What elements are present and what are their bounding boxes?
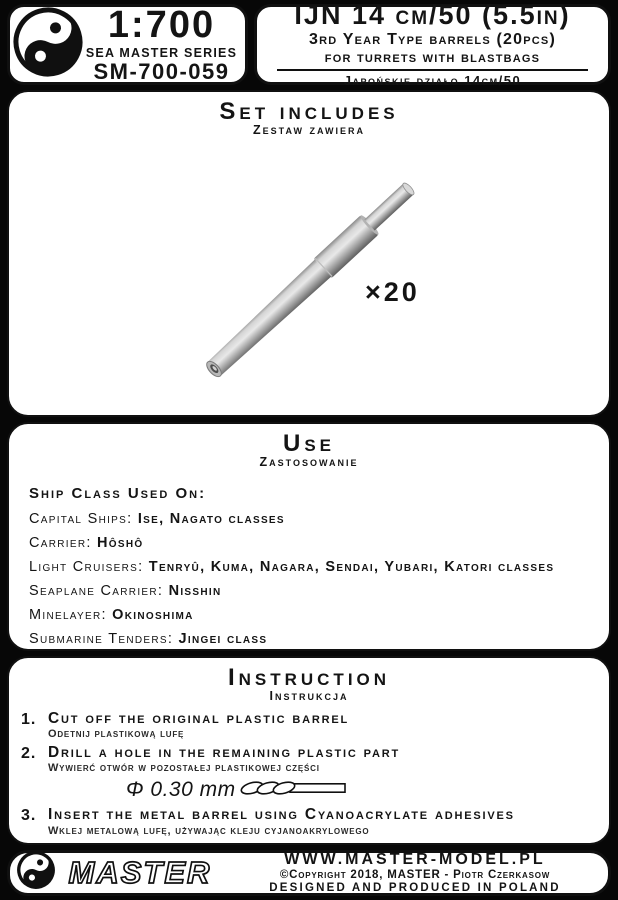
use-row-value: Nisshin [168, 582, 222, 599]
use-row-label: Submarine Tenders: [29, 630, 174, 647]
use-row-label: Minelayer: [29, 606, 107, 623]
product-title: IJN 14 cm/50 (5.5in) [294, 0, 571, 30]
brand-text [84, 6, 239, 83]
brand-product-code: SM-700-059 [93, 58, 230, 84]
barrel-render-image [9, 92, 608, 416]
step-text-pl: Wklej metalową lufę, używając kleju cyjanoakrylowego [48, 824, 370, 837]
section-set-includes [7, 90, 611, 417]
use-row-label: Seaplane Carrier: [29, 582, 164, 599]
product-subtitle-pl: Japońskie działo 14cm/50 [343, 73, 522, 88]
use-row-value: Jingei class [178, 630, 268, 647]
footer-wordmark [56, 854, 224, 892]
product-divider [277, 69, 589, 71]
footer [7, 850, 611, 896]
use-row [29, 608, 595, 623]
step-text-pl: Wywierć otwór w pozostałej plastikowej części [48, 762, 320, 775]
quantity-label: ×20 [365, 277, 420, 307]
step-body [48, 745, 400, 774]
instruction-steps [9, 704, 609, 837]
section-use [7, 422, 611, 651]
product-subtitle-1: 3rd Year Type barrels (20pcs) [309, 31, 556, 48]
use-row-label: Light Cruisers: [29, 558, 144, 575]
use-row-value: Okinoshima [112, 606, 194, 623]
footer-brand [16, 850, 234, 895]
brand-series: SEA MASTER SERIES [85, 46, 238, 61]
use-row [29, 536, 595, 551]
product-box [254, 0, 611, 88]
product-subtitle-2: for turrets with blastbags [324, 49, 541, 66]
section-instruction [7, 656, 611, 845]
use-subtitle: Zastosowanie [259, 455, 359, 470]
use-row [29, 632, 595, 647]
footer-origin: DESIGNED AND PRODUCED IN POLAND [269, 881, 561, 894]
footer-website: WWW.MASTER-MODEL.PL [284, 851, 546, 869]
use-title: Use [282, 430, 335, 458]
use-row [29, 560, 595, 575]
step-text-pl: Odetnij plastikową lufę [48, 728, 185, 741]
step-number: 3. [21, 807, 37, 825]
set-includes-subtitle: Zestaw zawiera [253, 123, 365, 138]
instruction-step-2 [21, 745, 601, 774]
brand-box [7, 4, 248, 85]
step-text-en: Insert the metal barrel using Cyanoacrylate adhesives [48, 806, 515, 824]
footer-info [234, 851, 596, 895]
master-logo-icon [12, 6, 84, 83]
step-body [48, 711, 349, 740]
use-body [9, 485, 609, 646]
use-row-value: Hôshô [97, 534, 144, 551]
step-number: 2. [21, 745, 37, 763]
step-body [48, 807, 515, 836]
use-row [29, 584, 595, 599]
instruction-title: Instruction [227, 664, 391, 691]
footer-copyright: ©Copyright 2018, MASTER - Piotr Czerkasow [279, 869, 551, 882]
set-includes-title: Set includes [219, 98, 399, 125]
instruction-subtitle: Instrukcja [269, 689, 349, 704]
use-intro: Ship Class Used On: [29, 485, 207, 503]
instruction-step-1 [21, 711, 601, 740]
master-logo-icon [16, 850, 56, 895]
step-text-en: Drill a hole in the remaining plastic part [48, 744, 401, 762]
step-number: 1. [21, 710, 37, 728]
footer-brand-wordmark: MASTER [68, 854, 212, 890]
header [7, 0, 611, 88]
use-row-label: Capital Ships: [29, 510, 133, 527]
instruction-step-3 [21, 807, 601, 836]
use-row-value: Ise, Nagato classes [137, 510, 285, 527]
brand-scale: 1:700 [107, 4, 216, 47]
use-row [29, 512, 595, 527]
drill-size-label: Φ 0.30 mm [126, 778, 236, 802]
step-text-en: Cut off the original plastic barrel [48, 709, 350, 727]
drill-bit-icon [240, 779, 348, 802]
drill-spec [126, 778, 601, 802]
use-row-label: Carrier: [29, 534, 92, 551]
use-row-value: Tenryû, Kuma, Nagara, Sendai, Yubari, Katori classes [148, 558, 555, 575]
